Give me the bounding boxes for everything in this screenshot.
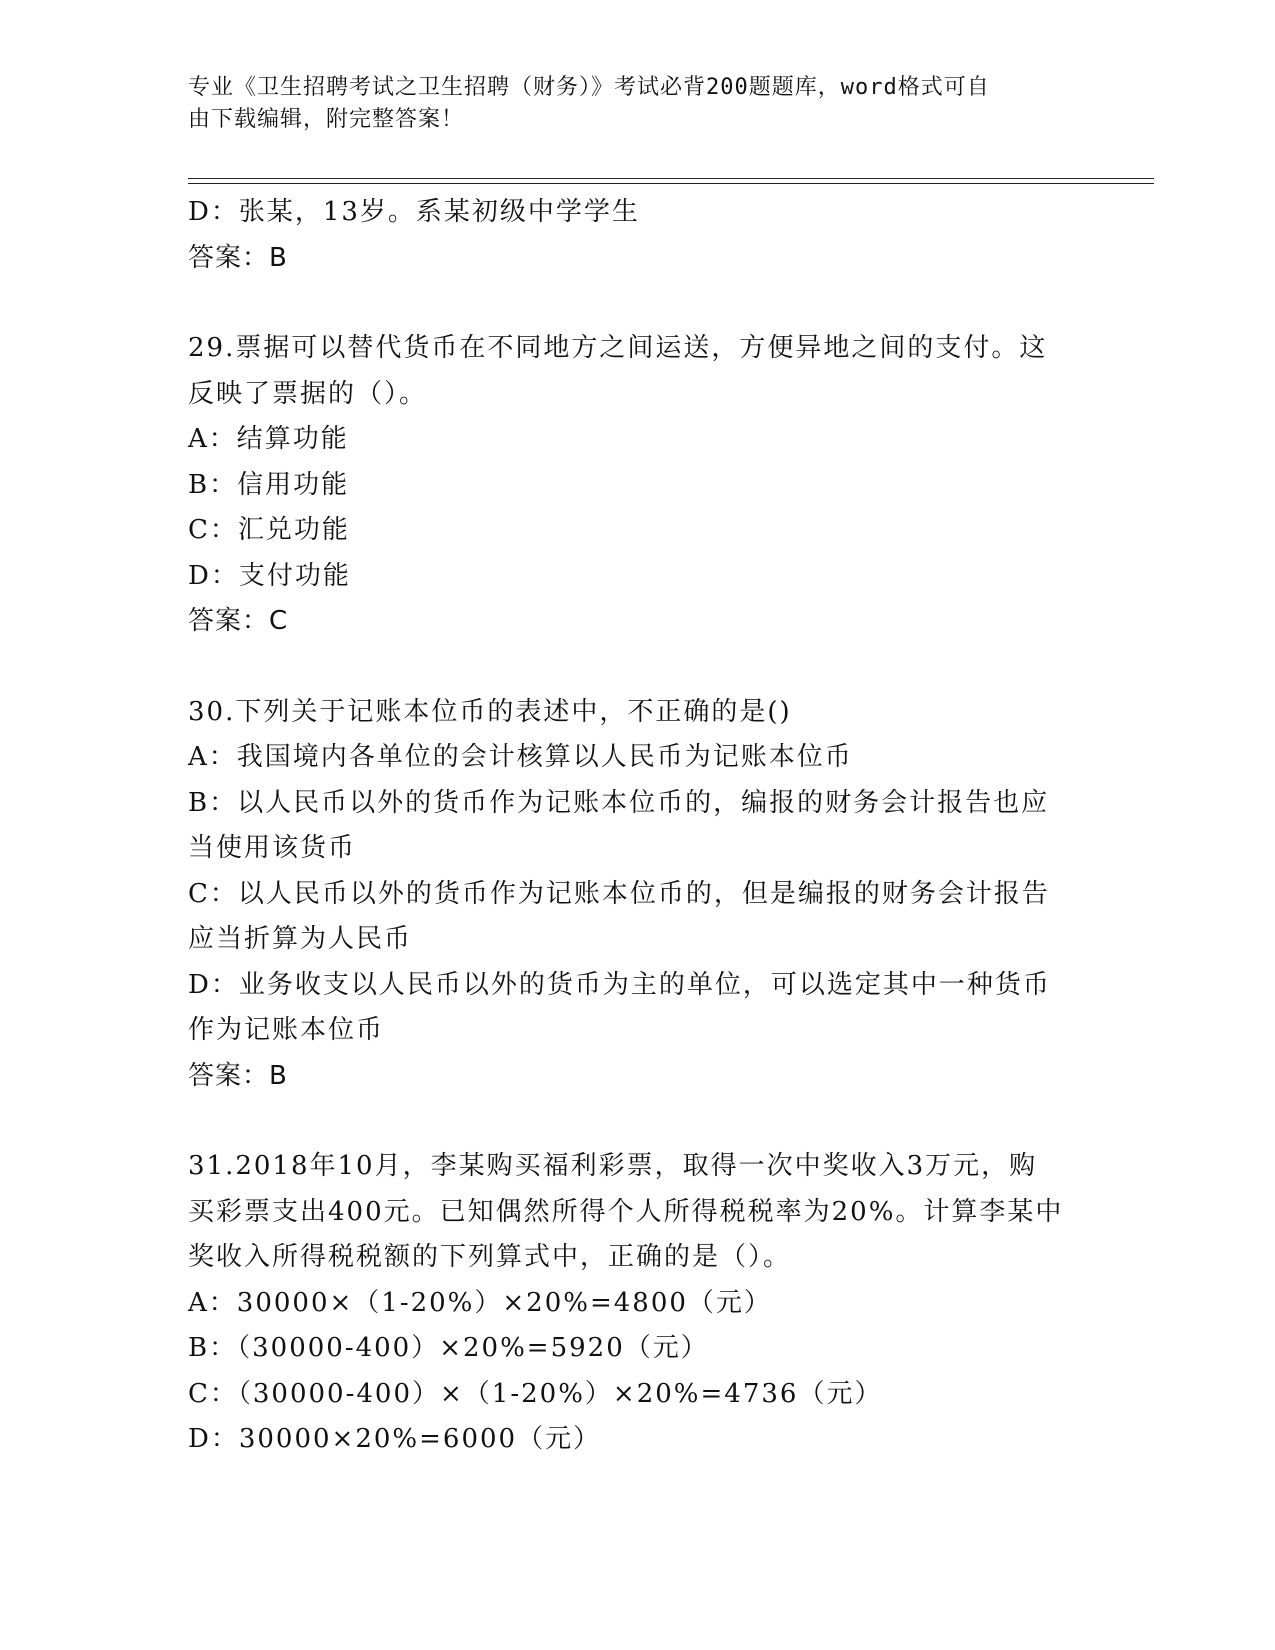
question-stem-cont: 奖收入所得税税额的下列算式中，正确的是（）。 xyxy=(188,1242,792,1272)
option-c: C：以人民币以外的货币作为记账本位币的，但是编报的财务会计报告 xyxy=(188,878,1050,909)
header-divider-bottom xyxy=(188,183,1154,184)
option-d: D：业务收支以人民币以外的货币为主的单位，可以选定其中一种货币 xyxy=(188,969,1051,1000)
question-stem: 29.票据可以替代货币在不同地方之间运送，方便异地之间的支付。这 xyxy=(188,333,1048,363)
spacer xyxy=(188,645,1088,690)
option-b: B：信用功能 xyxy=(188,469,350,500)
header-line-1: 专业《卫生招聘考试之卫生招聘（财务）》考试必背200题题库，word格式可自 xyxy=(188,75,990,100)
option-c: C：汇兑功能 xyxy=(188,515,350,545)
answer: 答案：B xyxy=(188,242,288,273)
question-29 xyxy=(188,326,1088,645)
answer: 答案：B xyxy=(188,1060,288,1091)
question-stem: 30.下列关于记账本位币的表述中，不正确的是() xyxy=(188,696,792,727)
question-stem-cont: 反映了票据的（）。 xyxy=(188,378,428,409)
option-b: B：（30000-400）×20%=5920（元） xyxy=(188,1333,709,1363)
question-28-tail xyxy=(188,190,1088,281)
question-31 xyxy=(188,1144,1088,1463)
document-body xyxy=(188,190,1088,1463)
header-line-2: 由下载编辑，附完整答案！ xyxy=(188,107,465,132)
answer: 答案：C xyxy=(188,606,289,636)
option-c-cont: 应当折算为人民币 xyxy=(188,924,413,954)
option-a: A：我国境内各单位的会计核算以人民币为记账本位币 xyxy=(188,742,853,772)
page-header xyxy=(188,72,1068,136)
option-b-cont: 当使用该货币 xyxy=(188,833,357,863)
question-stem-cont: 买彩票支出400元。已知偶然所得个人所得税税率为20%。计算李某中 xyxy=(188,1196,1064,1227)
option-d: D：张某，13岁。系某初级中学学生 xyxy=(188,197,640,227)
option-b: B：以人民币以外的货币作为记账本位币的，编报的财务会计报告也应 xyxy=(188,787,1050,818)
option-d: D：30000×20%=6000（元） xyxy=(188,1424,602,1454)
question-30 xyxy=(188,690,1088,1100)
question-stem: 31.2018年10月，李某购买福利彩票，取得一次中奖收入3万元，购 xyxy=(188,1151,1038,1181)
spacer xyxy=(188,1099,1088,1144)
header-divider-top xyxy=(188,178,1154,179)
option-a: A：结算功能 xyxy=(188,424,349,454)
option-d: D：支付功能 xyxy=(188,560,351,591)
option-d-cont: 作为记账本位币 xyxy=(188,1015,385,1045)
option-c: C：（30000-400）×（1-20%）×20%=4736（元） xyxy=(188,1378,883,1409)
option-a: A：30000×（1-20%）×20%=4800（元） xyxy=(188,1287,772,1318)
spacer xyxy=(188,281,1088,326)
